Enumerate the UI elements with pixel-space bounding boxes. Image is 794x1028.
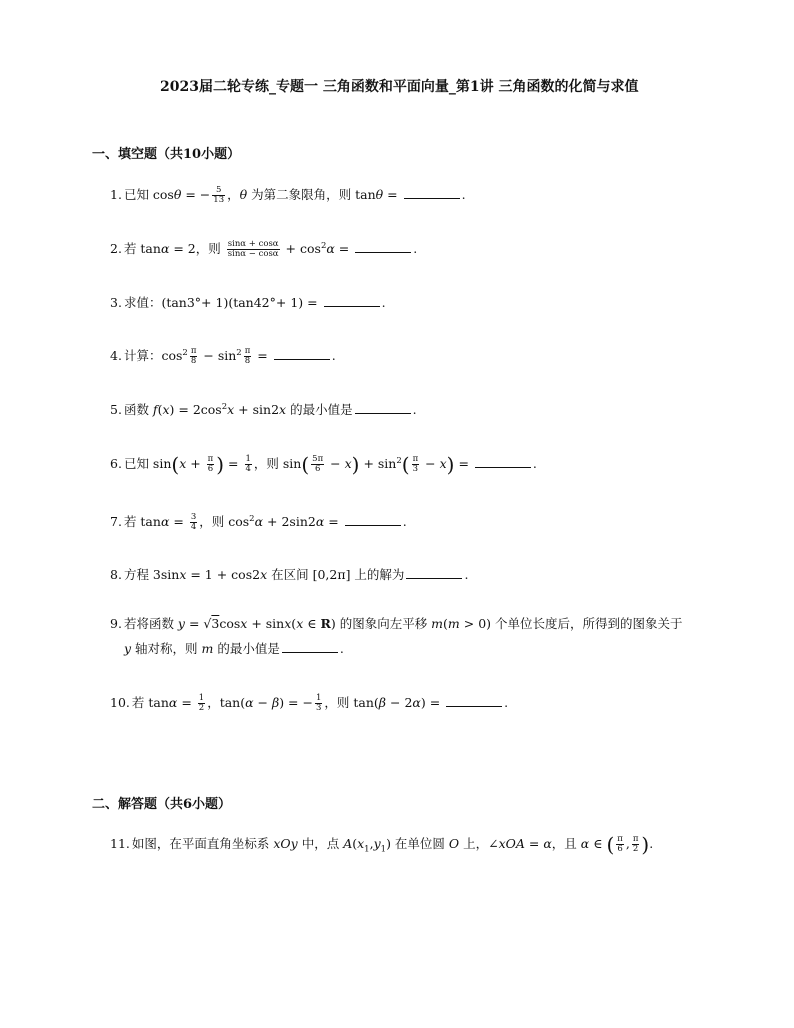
question-3: 3. 求值：(tan3°+ 1)(tan42°+ 1) = . xyxy=(110,295,386,310)
question-number: 6. xyxy=(110,456,122,471)
question-number: 11. xyxy=(110,836,130,851)
question-number: 1. xyxy=(110,187,122,202)
fraction: $\frac{\pi}{8}$ xyxy=(244,346,251,366)
question-10: 10. 若 tanα = $\frac{1}{2}$ ，tan(α − β) = − $\frac{1}{3}$ ，则 tan(β − 2α) = . xyxy=(110,693,509,713)
fraction: $\frac{1}{4}$ xyxy=(245,454,251,474)
question-number: 3. xyxy=(110,295,122,310)
question-9: 9. 若将函数 y = √3cosx + sinx(x ∈ R) 的图象向左平移 m(m > 0) 个单位长度后，所得到的图象关于 y 轴对称，则 m 的最小值是 . xyxy=(110,616,683,656)
answer-blank[interactable] xyxy=(274,347,330,360)
question-5: 5. 函数 $f(x) = 2\cos^2x + \sin 2x$ 的最小值是 . xyxy=(110,401,417,417)
question-4: 4. 计算：$\cos^2$ $\frac{\pi}{8}$ − $\sin^2$ $\frac{\pi}{8}$ = . xyxy=(110,346,336,366)
question-11: 11. 如图，在平面直角坐标系 xOy 中，点 $A(x_1,y_1)$ 在单位圆 O 上，∠xOA = α，且 α ∈ ( $\frac{\pi}{6}$ , $\frac{\pi}{2}$ ). xyxy=(110,832,654,857)
fraction: $\frac{\pi}{2}$ xyxy=(632,834,639,854)
question-number: 10. xyxy=(110,695,130,710)
fraction: $\frac{\pi}{3}$ xyxy=(412,454,419,474)
section-heading-fill-in: 一、填空题（共10小题） xyxy=(92,147,241,162)
fraction: $\frac{1}{3}$ xyxy=(315,693,322,713)
fraction: $\frac{5\pi}{6}$ xyxy=(312,454,324,474)
answer-blank[interactable] xyxy=(406,566,462,579)
question-number: 9. xyxy=(110,616,122,631)
answer-blank[interactable] xyxy=(324,294,380,307)
fraction: $\frac{1}{2}$ xyxy=(198,693,205,713)
question-number: 4. xyxy=(110,348,122,363)
fraction: $\frac{\pi}{6}$ xyxy=(617,834,623,854)
answer-blank[interactable] xyxy=(355,240,411,253)
question-8: 8. 方程 3sinx = 1 + cos2x 在区间 [0,2π] 上的解为 . xyxy=(110,567,469,582)
question-number: 5. xyxy=(110,402,122,417)
question-number: 8. xyxy=(110,567,122,582)
question-number: 7. xyxy=(110,514,122,529)
answer-blank[interactable] xyxy=(404,186,460,199)
answer-blank[interactable] xyxy=(282,640,338,653)
question-7: 7. 若 tanα = $\frac{3}{4}$ ，则 $\cos^2\alpha + 2\sin 2\alpha$ = . xyxy=(110,512,407,532)
fraction: $\frac{5}{13}$ xyxy=(213,185,225,205)
answer-blank[interactable] xyxy=(446,694,502,707)
fraction: $\frac{\pi}{8}$ xyxy=(190,346,197,366)
answer-blank[interactable] xyxy=(355,401,411,414)
question-6: 6. 已知 sin(x + $\frac{\pi}{6}$ ) = $\frac{1}{4}$ ，则 sin( $\frac{5\pi}{6}$ − $x) + \sin^2$( $\frac{\pi}{3}$ − x) = . xyxy=(110,452,537,477)
document-title: 2023届二轮专练_专题一 三角函数和平面向量_第1讲 三角函数的化简与求值 xyxy=(160,79,639,95)
question-2: 2. 若 tanα = 2，则 $\frac{\sin\alpha + \cos\alpha}{\sin\alpha - \cos\alpha}$ + $\cos^2\alpha$ = . xyxy=(110,239,418,259)
fraction: $\frac{3}{4}$ xyxy=(190,512,197,532)
answer-blank[interactable] xyxy=(475,455,531,468)
fraction: $\frac{\pi}{6}$ xyxy=(207,454,214,474)
answer-blank[interactable] xyxy=(345,513,401,526)
fraction: $\frac{\sin\alpha + \cos\alpha}{\sin\alpha - \cos\alpha}$ xyxy=(227,239,279,259)
section-heading-free-response: 二、解答题（共6小题） xyxy=(92,797,232,812)
question-1: 1. 已知 cosθ = − $\frac{5}{13}$ ，θ 为第二象限角，则 tanθ = . xyxy=(110,185,466,205)
question-number: 2. xyxy=(110,241,122,256)
